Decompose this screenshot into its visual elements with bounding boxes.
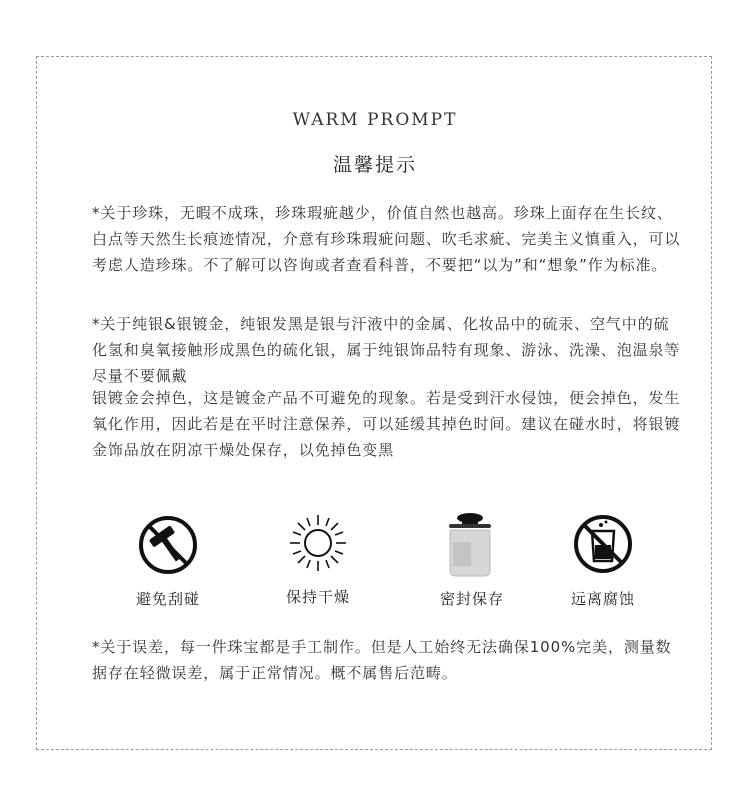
care-label-avoid-scratch: 避免刮碰: [135, 590, 200, 608]
title-chinese: 温馨提示: [332, 154, 417, 176]
gold-plating-notice-paragraph: 银镀金会掉色，这是镀金产品不可避免的现象。若是受到汗水侵蚀，便会掉色，发生氧化作用，因此若是在平时注意保养，可以延缓其掉色时间。建议在碰水时，将银镀金饰品放在阴凉干燥处保存，以免掉色变黑: [92, 389, 681, 459]
sealed-jar-icon: [437, 508, 507, 578]
care-label-avoid-corrosion: 远离腐蚀: [570, 590, 635, 608]
care-label-keep-dry: 保持干燥: [285, 588, 350, 606]
pearl-notice-paragraph: *关于珍珠，无暇不成珠，珍珠瑕疵越少，价值自然也越高。珍珠上面存在生长纹、白点等天然生长痕迹情况，介意有珍珠瑕疵问题、吹毛求疵、完美主义慎重入，可以考虑人造珍珠。不了解可以咨询或者查看科普，不要把“以为”和“想象”作为标准。: [92, 204, 681, 274]
no-chemical-icon: [568, 509, 638, 579]
title-english: WARM PROMPT: [292, 110, 458, 130]
silver-notice-paragraph: *关于纯银&银镀金，纯银发黑是银与汗液中的金属、化妆品中的硫汞、空气中的硫化氢和臭氧接触形成黑色的硫化银，属于纯银饰品特有现象、游泳、洗澡、泡温泉等尽量不要佩戴: [92, 315, 681, 385]
no-hammer-icon: [133, 510, 203, 580]
sun-icon: [283, 507, 353, 577]
care-label-sealed-storage: 密封保存: [439, 590, 504, 608]
measurement-error-paragraph: *关于误差，每一件珠宝都是手工制作。但是人工始终无法确保100%完美，测量数据存在轻微误差，属于正常情况。概不属售后范畴。: [92, 638, 672, 682]
